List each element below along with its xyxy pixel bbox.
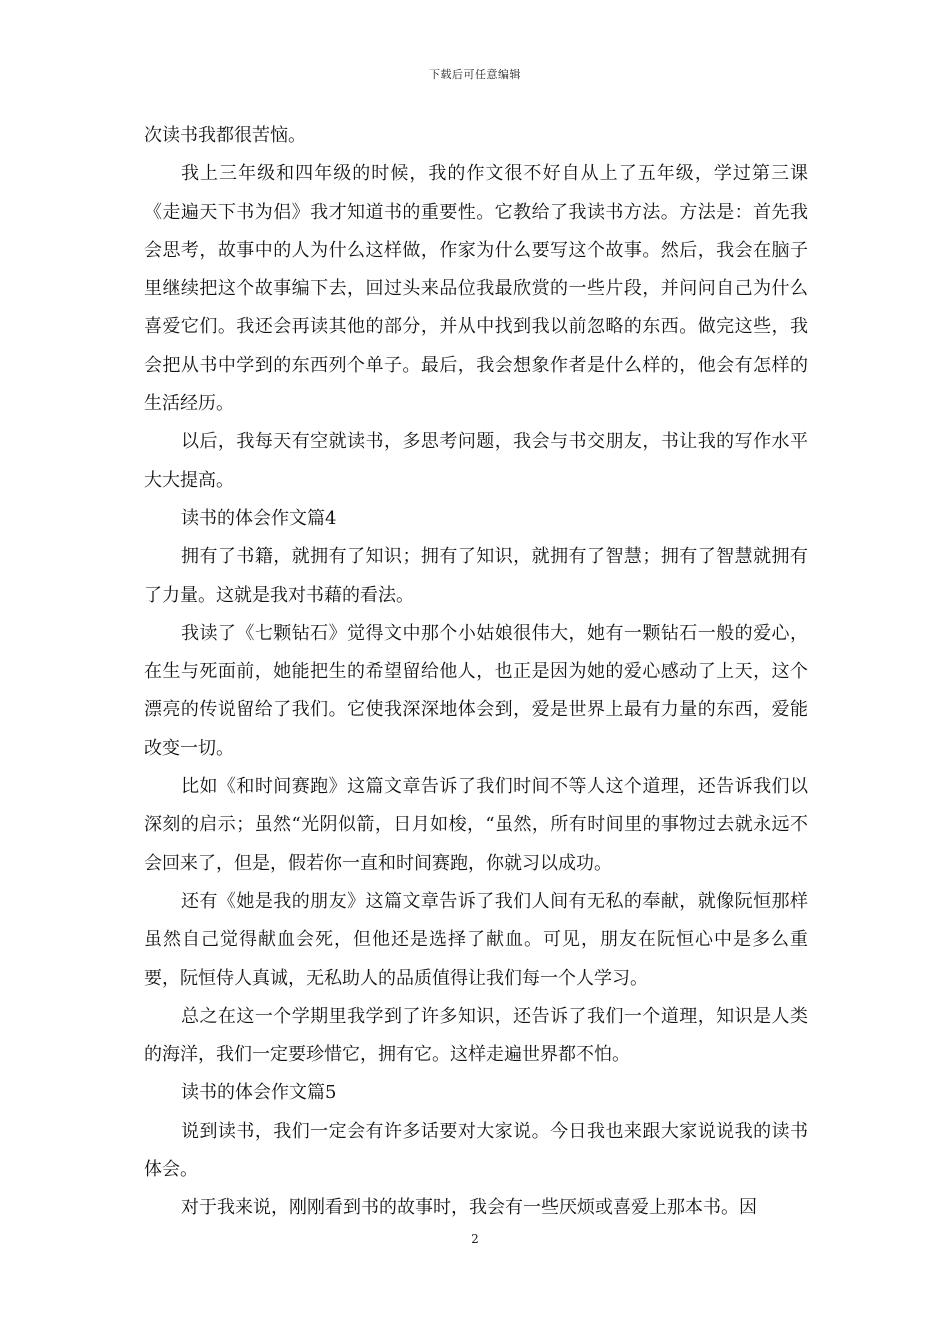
paragraph: 对于我来说，刚刚看到书的故事时，我会有一些厌烦或喜爱上那本书。因 [181,1197,757,1219]
paragraph: 还有《她是我的朋友》这篇文章告诉了我们人间有无私的奉献，就像阮恒那样虽然自己觉得献血会死，但他还是选择了献血。可见，朋友在阮恒心中是多么重要，阮恒侍人真诚，无私助人的品质值得让我们每一个人学习。 [144,890,808,989]
section-heading: 读书的体会作文篇5 [181,1082,337,1104]
page-header: 下载后可任意编辑 [429,68,521,81]
paragraph: 以后，我每天有空就读书，多思考问题，我会与书交朋友，书让我的写作水平大大提高。 [144,431,808,491]
paragraph: 我读了《七颗钻石》觉得文中那个小姑娘很伟大，她有一颗钻石一般的爱心，在生与死面前，她能把生的希望留给他人，也正是因为她的爱心感动了上天，这个漂亮的传说留给了我们。它使我深深地体会到，爱是世界上最有力量的东西，爱能改变一切。 [144,622,808,759]
document-body [144,117,808,1228]
page-number: 2 [471,1232,479,1246]
paragraph: 说到读书，我们一定会有许多话要对大家说。今日我也来跟大家说说我的读书体会。 [144,1120,808,1181]
paragraph: 我上三年级和四年级的时候，我的作文很不好自从上了五年级，学过第三课《走遍天下书为侣》我才知道书的重要性。它教给了我读书方法。方法是：首先我会思考，故事中的人为什么这样做，作家为什么要写这个故事。然后，我会在脑子里继续把这个故事编下去，回过头来品位我最欣赏的一些片段，并问问自己为什么喜爱它们。我还会再读其他的部分，并从中找到我以前忽略的东西。做完这些，我会把从书中学到的东西列个单子。最后，我会想象作者是什么样的，他会有怎样的生活经历。 [144,163,808,415]
paragraph: 总之在这一个学期里我学到了许多知识，还告诉了我们一个道理，知识是人类的海洋，我们一定要珍惜它，拥有它。这样走遍世界都不怕。 [144,1005,808,1066]
section-heading: 读书的体会作文篇4 [181,507,337,529]
paragraph: 拥有了书籍，就拥有了知识；拥有了知识，就拥有了智慧；拥有了智慧就拥有了力量。这就是我对书藉的看法。 [144,546,808,606]
paragraph: 次读书我都很苦恼。 [144,125,306,146]
paragraph: 比如《和时间赛跑》这篇文章告诉了我们时间不等人这个道理，还告诉我们以深刻的启示；虽然“光阴似箭，日月如梭，“虽然，所有时间里的事物过去就永远不会回来了，但是，假若你一直和时间赛跑，你就习以成功。 [144,776,808,874]
